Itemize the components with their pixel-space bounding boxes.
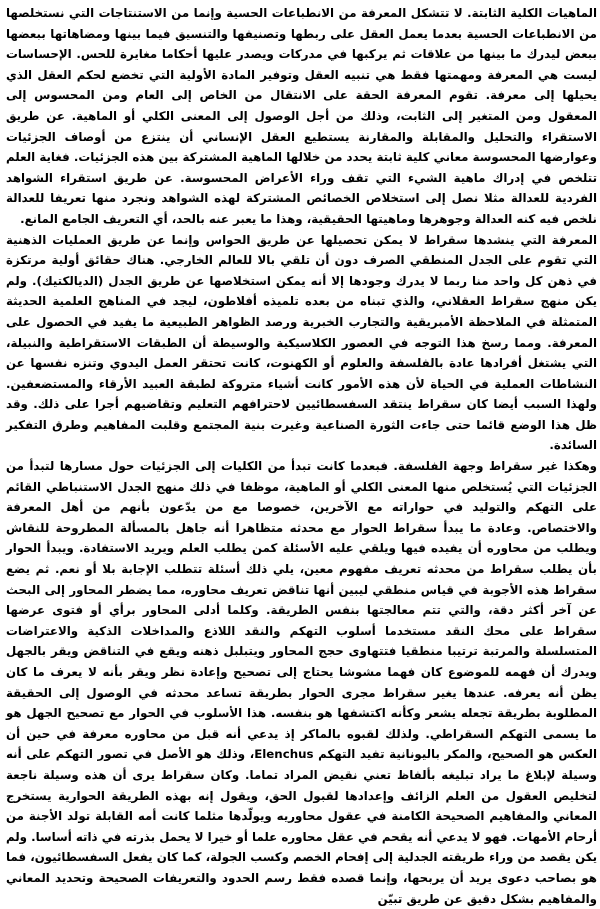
paragraph-socratic-concepts: الماهيات الكلية الثابتة. لا تتشكل المعرفة من الانطباعات الحسية وإنما من الاستنتاجات التي نستخلصها من الانطباعات الحسية بعدما يعمل العقل على ربطها وتصنيفها والتنسيق فيما بينها ومضاهاتها ببعضها ببعض ليدرك ما بينها من علاقات ثم يركبها في مدركات ويصدر عليها أحكاما مغايرة للحس. الإحساسات ليست هي المعرفة ومهمتها فقط هي تنبيه العقل وتوفير المادة الأولية التي تخضع لحكم العقل الذي يحيلها إلى معرفة. تقوم المعرفة الحقة على الانتقال من الخاص إلى العام ومن المحسوس إلى المعقول ومن المتغير إلى الثابت، وذلك من أجل الوصول إلى المعنى الكلي أو الماهية. عن طريق الاستقراء والتحليل والمقابلة والمقارنة يستطيع العقل الإنساني أن ينتزع من أوصاف الجزئيات وعوارضها المحسوسة معاني كلية ثابتة يحدد من خلالها الماهية المشتركة بين هذه الجزئيات. فغاية العلم تتلخص في إدراك ماهية الشيء التي تقف وراء الأعراض المحسوسة. عن طريق استقراء الشواهد الفردية للعدالة مثلا نصل إلى استخلاص الخصائص المشتركة لهذه الشواهد ونجرد منها تعريفا للعدالة نلخص فيه كنه العدالة وجوهرها وماهيتها الحقيقية، وهذا ما يعبر عنه بالحد، أي التعريف الجامع المانع.: [6, 6, 597, 226]
paragraph-socratic-irony: وهكذا غير سقراط وجهة الفلسفة. فبعدما كانت تبدأ من الكليات إلى الجزئيات حول مسارها لتبدأ من الجزئيات التي يُستخلص منها المعنى الكلي أو الماهية، موظفا في ذلك منهج الجدل الاستنباطي القائم على التهكم والتوليد في حواراته مع الآخرين، خصوصا مع من يدّعون بأنهم من أهل المعرفة والاختصاص. وعادة ما يبدأ سقراط الحوار مع محدثه متظاهرا أنه جاهل بالمسألة المطروحة للنقاش ويطلب من محاوره أن يفيده فيها ويلقي عليه الأسئلة كمن يطلب العلم ويريد الاستفادة. ويبدأ الحوار بأن يطلب سقراط من محدثه تعريف مفهوم معين، يلي ذلك أسئلة تتطلب الإجابة بلا أو نعم. ثم يضع سقراط هذه الأجوبة في قياس منطقي ليبين أنها تناقض تعريف محاوره، مما يضطر المحاور إلى البحث عن آخر أكثر دقة، والتي تتم معالجتها بنفس الطريقة. وكلما أدلى المحاور برأي أو فتوى عرضها سقراط على محك النقد مستخدما أسلوب التهكم والنقد اللاذع والمداخلات الذكية والاعتراضات المتسلسلة والمرتبة ترتيبا منطقيا فتتهاوى حجج المحاور ويتبلبل ذهنه ويقع في التناقض ويقر بالجهل ويدرك أن فهمه للموضوع كان فهما مشوشا يحتاج إلى تصحيح وإعادة نظر ويقر بأنه لا يعرف ما كان يظن أنه يعرفه. عندها يغير سقراط مجرى الحوار بطريقة تساعد محدثه في الوصول إلى الحقيقة المطلوبة بطريقة تجعله يشعر وكأنه اكتشفها هو بنفسه. هذا الأسلوب في الحوار مع تصحيح الجهل هو ما يسمى التهكم السقراطي. ولذلك لقبوه بالماكر إذ يدعي أنه قبل من محاوره معرفة في حين أن العكس هو الصحيح، والمكر باليونانية تفيد التهكم Elenchus، وذلك هو الأصل في تصور التهكم على أنه وسيلة لإبلاغ ما يراد تبليغه بألفاظ تعني نقيض المراد تماما. وكان سقراط يرى أن هذه وسيلة ناجعة لتخليص العقول من العلم الزائف وإعدادها لقبول الحق، ويقول إنه بهذه الطريقة الحوارية يستخرج المعاني والمفاهيم الصحيحة الكامنة في عقول محاوريه ويولّدها مثلما كانت أمه القابلة تولد الأجنة من أرحام الأمهات. فهو لا يدعي أنه يقحم في عقل محاوره علما أو خيرا لا يحمل بذرته في ذاته أساسا. ولم يكن يقصد من وراء طريقته الجدلية إلى إفحام الخصم وكسب الجولة، كما كان يفعل السفسطائيون، فما هو بصاحب دعوى يريد أن يربحها، وإنما قصده فقط رسم الحدود والتعريفات الصحيحة وتحديد المعاني والمفاهيم بشكل دقيق عن طريق تبيّن: [6, 459, 598, 906]
paragraph-rational-method: المعرفة التي ينشدها سقراط لا يمكن تحصيلها عن طريق الحواس وإنما عن طريق العمليات الذهنية التي تقوم على الجدل المنطقي الصرف دون أن تلقي بالا للعالم الخارجي. هناك حقائق أولية مرتكزة في ذهن كل واحد منا ربما لا يدرك وجودها إلا أنه يمكن استخلاصها عن طريق الجدل (الديالكتيك). ولم يكن منهج سقراط العقلاني، والذي تبناه من بعده تلميذه أفلاطون، ليجد في المناهج العلمية الحديثة المتمثلة في الملاحظة الأمبريقية والتجارب الخبرية ورصد الظواهر الطبيعية ما يفيد في الحصول على المعرفة. ومما رسخ هذا التوجه في العصور الكلاسيكية والوسيطة أن الطبقات الاستقراطية والنبيلة، التي يشتغل أفرادها عادة بالفلسفة والعلوم أو الكهنوت، كانت تحتقر العمل اليدوي وتنزه نفسها عن النشاطات العملية في الحياة لأن هذه الأمور كانت أشياء متروكة لطبقة العبيد الأرقاء والمستضعفين. ولهذا السبب أيضا كان سقراط ينتقد السفسطائيين لاحترافهم التعليم وتقاضيهم أجرا على ذلك. وقد ظل هذا الوضع قائما حتى جاءت الثورة الصناعية وغيرت بنية المجتمع وقلبت المفاهيم وطرق التفكير السائدة.: [6, 232, 597, 453]
